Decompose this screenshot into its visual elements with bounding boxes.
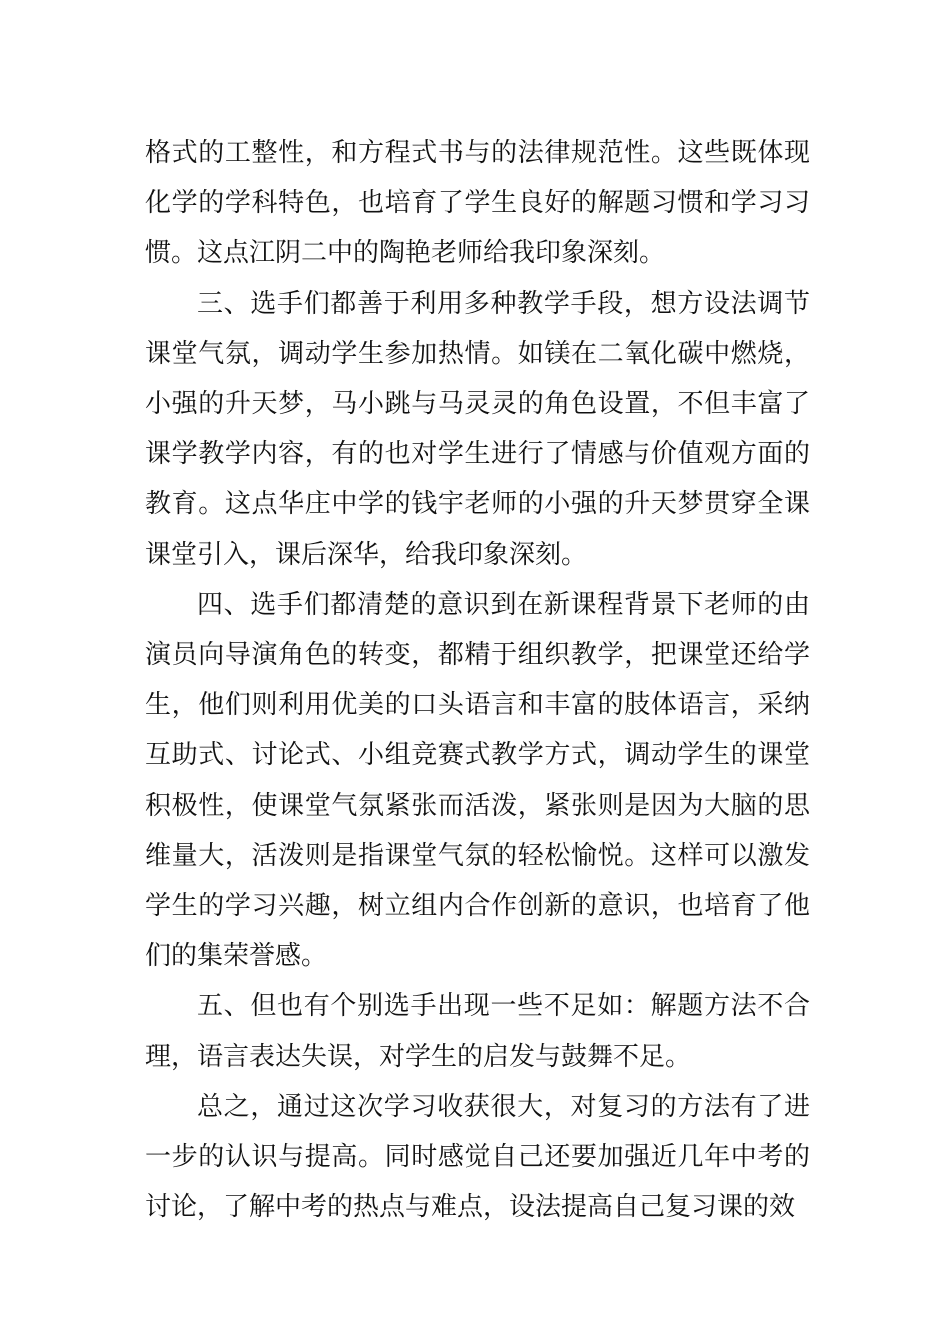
paragraph-point-three: 三、选手们都善于利用多种教学手段，想方设法调节课堂气氛，调动学生参加热情。如镁在二氧化碳中燃烧，小强的升天梦，马小跳与马灵灵的角色设置，不但丰富了课学教学内容，有的也对学生进行了情感与价值观方面的教育。这点华庄中学的钱宇老师的小强的升天梦贯穿全课课堂引入，课后深华，给我印象深刻。 [145, 288, 810, 570]
paragraph-continuation: 格式的工整性，和方程式书与的法律规范性。这些既体现化学的学科特色，也培育了学生良好的解题习惯和学习习惯。这点江阴二中的陶艳老师给我印象深刻。 [145, 138, 810, 269]
paragraph-point-five: 五、但也有个别选手出现一些不足如：解题方法不合理，语言表达失误，对学生的启发与鼓舞不足。 [145, 991, 810, 1072]
paragraph-point-four: 四、选手们都清楚的意识到在新课程背景下老师的由演员向导演角色的转变，都精于组织教学，把课堂还给学生，他们则利用优美的口头语言和丰富的肢体语言，采纳互助式、讨论式、小组竞赛式教学方式，调动学生的课堂积极性，使课堂气氛紧张而活泼，紧张则是因为大脑的思维量大，活泼则是指课堂气氛的轻松愉悦。这样可以激发学生的学习兴趣，树立组内合作创新的意识，也培育了他们的集荣誉感。 [145, 589, 810, 972]
document-body [145, 128, 810, 1232]
paragraph-summary: 总之，通过这次学习收获很大，对复习的方法有了进一步的认识与提高。同时感觉自己还要加强近几年中考的讨论，了解中考的热点与难点，设法提高自己复习课的效 [145, 1091, 810, 1223]
